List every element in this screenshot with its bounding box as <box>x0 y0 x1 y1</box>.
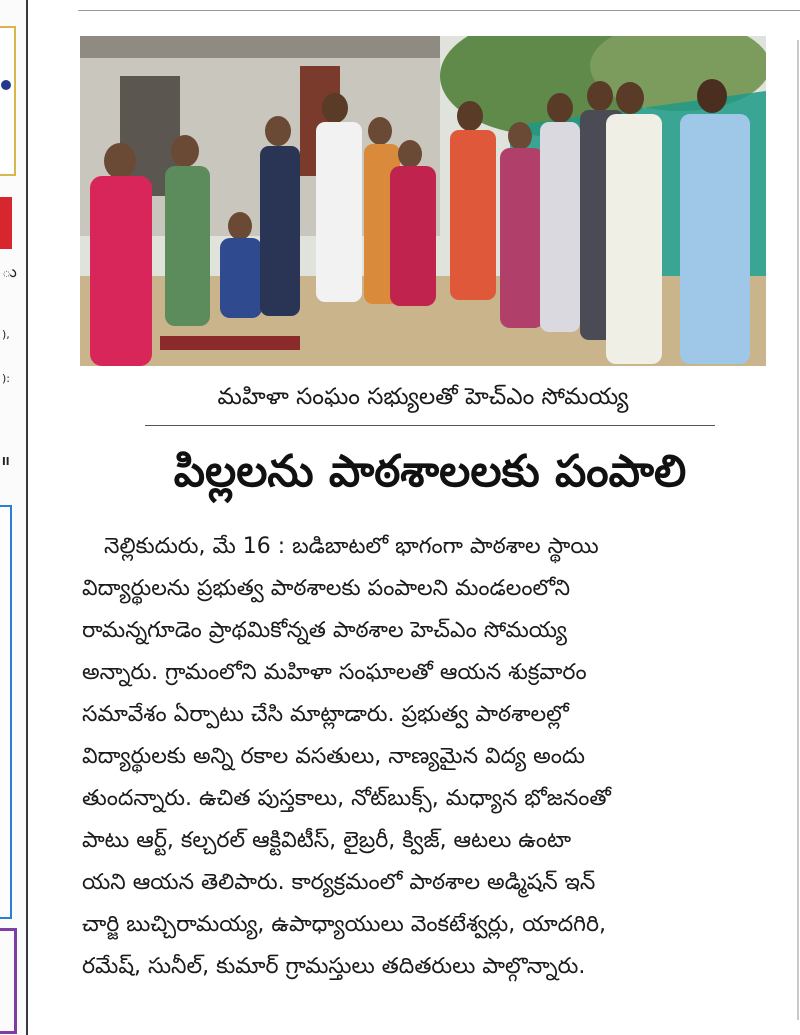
article-line: తుందన్నారు. ఉచిత పుస్తకాలు, నోట్‌బుక్స్, మధ్యాన భోజనంతో <box>82 786 611 811</box>
article-line: విద్యార్థులకు అన్ని రకాల వసతులు, నాణ్యమైన విద్య అందు <box>82 744 586 769</box>
article-line: పాటు ఆర్ట్, కల్చరల్ ఆక్టివిటీస్, లైబ్రరీ, క్విజ్, ఆటలు ఉంటా <box>82 828 572 853</box>
column-rule <box>797 40 799 1020</box>
article-body <box>82 526 772 988</box>
headline: పిల్లలను పాఠశాలలకు పంపాలి <box>173 446 687 497</box>
article-line: అన్నారు. గ్రామంలోని మహిళా సంఘాలతో ఆయన శుక్రవారం <box>82 660 587 685</box>
group-photo-icon <box>80 36 766 366</box>
logo-dot-icon <box>1 80 11 90</box>
article-line: యని ఆయన తెలిపారు. కార్యక్రమంలో పాఠశాల అడ్మిషన్ ఇన్ <box>82 870 596 895</box>
adjacent-text-fragment: ): <box>2 372 10 385</box>
adjacent-text-fragment: ), <box>2 328 10 341</box>
top-rule <box>78 10 800 11</box>
adjacent-ad-box <box>0 26 16 176</box>
article-line: రామన్నగూడెం ప్రాథమికోన్నత పాఠశాల హెచ్ఎం సోమయ్య <box>82 618 567 643</box>
article-line: రమేష్, సునీల్, కుమార్ గ్రామస్తులు తదితరులు పాల్గొన్నారు. <box>82 954 586 979</box>
adjacent-red-block <box>0 197 12 249</box>
adjacent-blue-box <box>0 505 12 919</box>
photo-caption: మహిళా సంఘం సభ్యులతో హెచ్ఎం సోమయ్య <box>217 384 629 410</box>
article-line: విద్యార్థులను ప్రభుత్వ పాఠశాలకు పంపాలని మండలంలోని <box>82 576 571 601</box>
caption-divider <box>145 425 715 426</box>
adjacent-text-fragment: ll <box>2 455 10 468</box>
group-photo <box>80 36 766 366</box>
adjacent-purple-box <box>0 928 17 1034</box>
article-line: సమావేశం ఏర్పాటు చేసి మాట్లాడారు. ప్రభుత్వ పాఠశాలల్లో <box>82 702 569 727</box>
article-line: చార్జి బుచ్చిరామయ్య, ఉపాధ్యాయులు వెంకటేశ్వర్లు, యాదగిరి, <box>82 912 607 937</box>
article-line: నెల్లికుదురు, మే 16 : బడిబాటలో భాగంగా పాఠశాల స్థాయి <box>104 534 599 559</box>
adjacent-text-fragment: ు <box>2 262 17 281</box>
